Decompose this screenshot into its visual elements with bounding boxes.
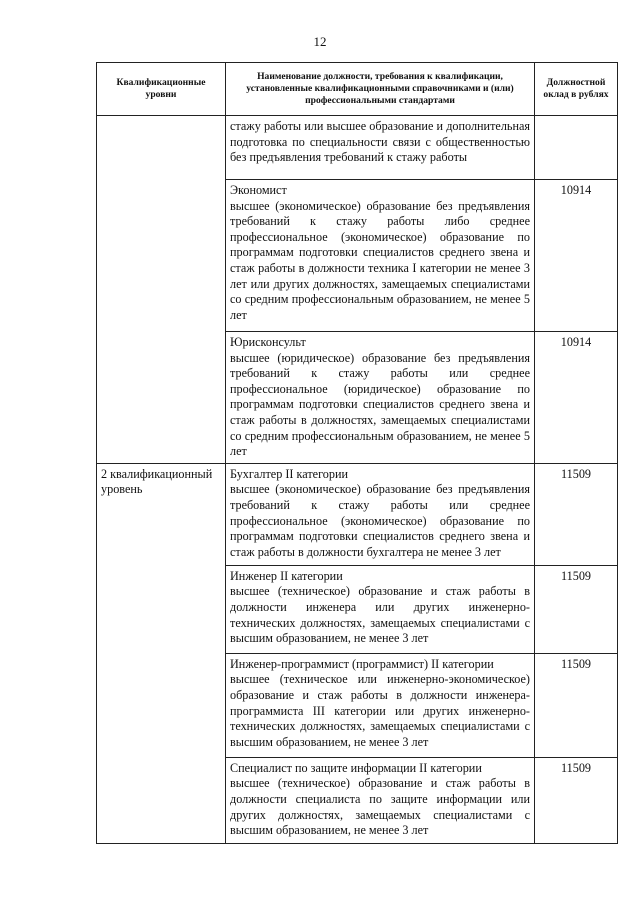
header-levels: Квалификационные уровни	[97, 63, 226, 116]
position-requirements: высшее (техническое) образование и стаж работы в должности инженера или других инженерно-технических должностях, замещаемых специалистами с высшим образованием, не менее 3 лет	[230, 584, 530, 646]
qualification-table	[96, 62, 618, 844]
level-cell	[97, 116, 226, 464]
position-cell	[226, 757, 535, 843]
position-title: Экономист	[230, 183, 287, 197]
position-cell	[226, 116, 535, 180]
position-title: Специалист по защите информации II категории	[230, 760, 482, 775]
table-row	[97, 116, 618, 180]
position-cell	[226, 332, 535, 464]
salary-cell: 11509	[535, 463, 618, 565]
position-requirements: высшее (техническое или инженерно-экономическое) образование и стаж работы в должности инженера-программиста III категории или других инженерно-технических должностях, замещаемых специалистами с высшим образованием, не менее 3 лет	[230, 672, 530, 749]
level-cell: 2 квалификационный уровень	[97, 463, 226, 843]
salary-cell	[535, 116, 618, 180]
position-requirements: высшее (техническое) образование и стаж работы в должности специалиста по защите информации или других должностях, замещаемых специалистами с высшим образованием, не менее 3 лет	[230, 776, 530, 838]
position-requirements: высшее (юридическое) образование без предъявления требований к стажу работы или среднее профессиональное (юридическое) образование по программам подготовки специалистов среднего звена и стаж работы в должностях, замещаемых специалистами со средним профессиональным образованием, не менее 5 лет	[230, 350, 530, 459]
position-requirements: высшее (экономическое) образование без предъявления требований к стажу работы либо среднее профессиональное (экономическое) образование по программам подготовки специалистов среднего звена и стаж работы в должности техника I категории не менее 3 лет или других должностях, замещаемых специалистами со средним профессиональным образованием, не менее 5 лет	[230, 198, 530, 322]
page-number: 12	[313, 34, 327, 49]
position-requirements: стажу работы или высшее образование и дополнительная подготовка по специальности связи с общественностью без предъявления требований к стажу работы	[230, 119, 530, 165]
salary-cell: 11509	[535, 653, 618, 757]
position-cell	[226, 463, 535, 565]
header-position: Наименование должности, требования к квалификации, установленные квалификационными справочниками и (или) профессиональными стандартами	[226, 63, 535, 116]
position-cell	[226, 565, 535, 653]
salary-cell: 11509	[535, 757, 618, 843]
table-row	[97, 463, 618, 565]
salary-cell: 10914	[535, 332, 618, 464]
position-requirements: высшее (экономическое) образование без предъявления требований к стажу работы или среднее профессиональное (экономическое) образование по программам подготовки специалистов среднего звена и стаж работы в должности бухгалтера не менее 3 лет	[230, 482, 530, 559]
salary-cell: 10914	[535, 180, 618, 332]
header-salary: Должностной оклад в рублях	[535, 63, 618, 116]
position-title: Бухгалтер II категории	[230, 466, 349, 481]
position-title: Инженер II категории	[230, 568, 343, 583]
table-header-row	[97, 63, 618, 116]
position-title: Инженер-программист (программист) II категории	[230, 656, 494, 671]
position-cell	[226, 653, 535, 757]
salary-cell: 11509	[535, 565, 618, 653]
position-cell	[226, 180, 535, 332]
position-title: Юрисконсульт	[230, 335, 306, 349]
